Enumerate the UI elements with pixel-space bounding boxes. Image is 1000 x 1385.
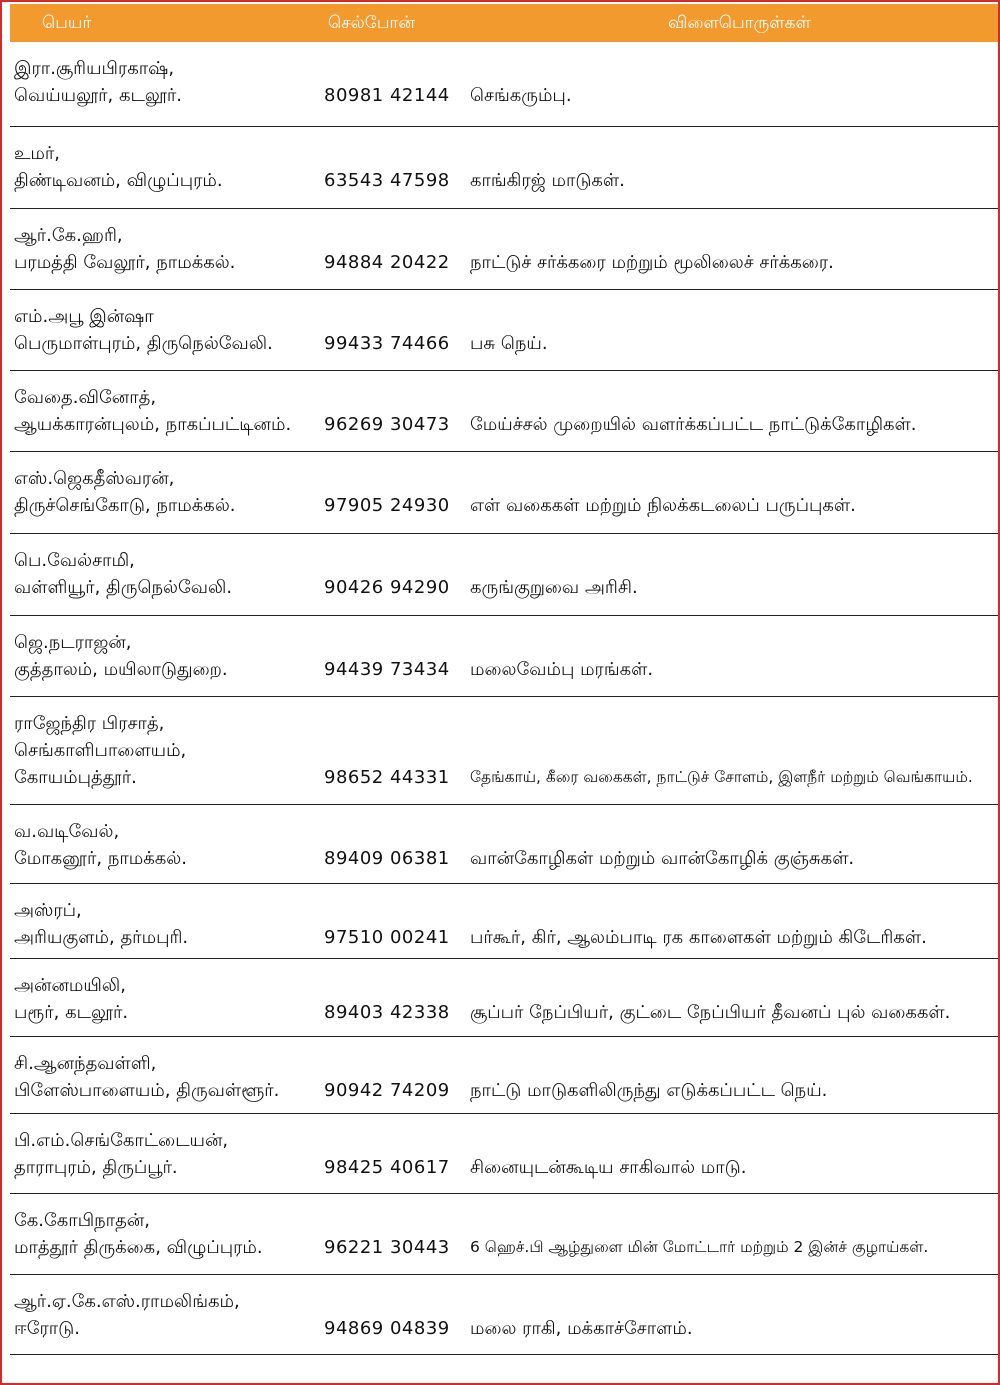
name-line: ஆர்.கே.ஹரி, (14, 225, 123, 246)
table-row (10, 959, 998, 1037)
name-line: ஈரோடு. (14, 1318, 80, 1339)
name-line: உமர், (14, 143, 60, 164)
phone-cell: 90942 74209 (324, 1080, 450, 1101)
farmer-name-cell (14, 55, 314, 109)
name-line: எஸ்.ஜெகதீஸ்வரன், (14, 468, 175, 489)
product-cell: மேய்ச்சல் முறையில் வளர்க்கப்பட்ட நாட்டுக்கோழிகள். (470, 414, 917, 435)
table-row (10, 209, 998, 290)
farmer-name-cell (14, 972, 314, 1026)
farmer-name-cell (14, 547, 314, 601)
phone-cell: 94869 04839 (324, 1318, 450, 1339)
phone-cell: 89403 42338 (324, 1002, 450, 1023)
name-line: பி.எம்.செங்கோட்டையன், (14, 1130, 229, 1151)
farmer-name-cell (14, 1288, 314, 1342)
name-line: பெ.வேல்சாமி, (14, 550, 135, 571)
phone-cell: 94439 73434 (324, 659, 450, 680)
table-row (10, 452, 998, 534)
name-line: பரமத்தி வேலூர், நாமக்கல். (14, 252, 236, 273)
name-line: வ.வடிவேல், (14, 821, 120, 842)
name-line: ஆர்.ஏ.கே.எஸ்.ராமலிங்கம், (14, 1291, 240, 1312)
product-cell: கருங்குறுவை அரிசி. (470, 577, 638, 598)
phone-cell: 97905 24930 (324, 495, 450, 516)
farmer-name-cell (14, 222, 314, 276)
product-cell: நாட்டுச் சர்க்கரை மற்றும் மூலிலைச் சர்க்கரை. (470, 252, 834, 273)
product-cell: வான்கோழிகள் மற்றும் வான்கோழிக் குஞ்சுகள். (470, 848, 855, 869)
header-product: விளைபொருள்கள் (668, 13, 811, 33)
product-cell: பர்கூர், கிர், ஆலம்பாடி ரக காளைகள் மற்றும் கிடேரிகள். (470, 927, 927, 948)
phone-cell: 97510 00241 (324, 927, 450, 948)
name-line: ஆயக்காரன்புலம், நாகப்பட்டினம். (14, 414, 292, 435)
product-cell: செங்கரும்பு. (470, 85, 572, 106)
name-line: வெய்யலூர், கடலூர். (14, 85, 182, 106)
phone-cell: 99433 74466 (324, 333, 450, 354)
name-line: பரூர், கடலூர். (14, 1002, 129, 1023)
farmer-name-cell (14, 1207, 314, 1261)
table-row (10, 1275, 998, 1355)
product-cell: மலைவேம்பு மரங்கள். (470, 659, 654, 680)
name-line: திருச்செங்கோடு, நாமக்கல். (14, 495, 236, 516)
farmer-name-cell (14, 629, 314, 683)
name-line: வள்ளியூர், திருநெல்வேலி. (14, 577, 233, 598)
name-line: குத்தாலம், மயிலாடுதுறை. (14, 659, 228, 680)
phone-cell: 89409 06381 (324, 848, 450, 869)
name-line: ராஜேந்திர பிரசாத், (14, 713, 165, 734)
name-line: சி.ஆனந்தவள்ளி, (14, 1053, 157, 1074)
product-cell: பசு நெய். (470, 333, 548, 354)
product-cell: தேங்காய், கீரை வகைகள், நாட்டுச் சோளம், இளநீர் மற்றும் வெங்காயம். (470, 768, 973, 786)
table-row (10, 884, 998, 959)
name-line: தாராபுரம், திருப்பூர். (14, 1157, 178, 1178)
farmer-name-cell (14, 140, 314, 194)
product-cell: மலை ராகி, மக்காச்சோளம். (470, 1318, 693, 1339)
name-line: கே.கோபிநாதன், (14, 1210, 150, 1231)
phone-cell: 94884 20422 (324, 252, 450, 273)
table-row (10, 371, 998, 452)
table-row (10, 1114, 998, 1194)
phone-cell: 90426 94290 (324, 577, 450, 598)
header-name: பெயர் (42, 13, 92, 33)
name-line: எம்.அபூ இன்ஷா (14, 306, 154, 327)
farmer-name-cell (14, 1050, 314, 1104)
name-line: அரியகுளம், தர்மபுரி. (14, 927, 189, 948)
name-line: அஸ்ரப், (14, 900, 82, 921)
name-line: மோகனூர், நாமக்கல். (14, 848, 187, 869)
farmer-name-cell (14, 465, 314, 519)
phone-cell: 63543 47598 (324, 170, 450, 191)
table-row (10, 1194, 998, 1275)
product-cell: சினையுடன்கூடிய சாகிவால் மாடு. (470, 1157, 747, 1178)
name-line: வேதை.வினோத், (14, 387, 157, 408)
product-cell: சூப்பர் நேப்பியர், குட்டை நேப்பியர் தீவனப் புல் வகைகள். (470, 1002, 951, 1023)
farmer-name-cell (14, 1127, 314, 1181)
phone-cell: 98652 44331 (324, 767, 450, 788)
name-line: அன்னமயிலி, (14, 975, 126, 996)
phone-cell: 80981 42144 (324, 85, 450, 106)
product-cell: 6 ஹெச்.பி ஆழ்துளை மின் மோட்டார் மற்றும் 2 இன்ச் குழாய்கள். (470, 1238, 929, 1256)
farmer-name-cell (14, 897, 314, 951)
table-row (10, 1037, 998, 1114)
farmer-name-cell (14, 710, 314, 791)
table-row (10, 534, 998, 616)
table-row (10, 616, 998, 697)
phone-cell: 96269 30473 (324, 414, 450, 435)
product-cell: நாட்டு மாடுகளிலிருந்து எடுக்கப்பட்ட நெய். (470, 1080, 828, 1101)
header-phone: செல்போன் (328, 13, 415, 33)
table-header (10, 4, 998, 42)
farmer-name-cell (14, 384, 314, 438)
name-line: மாத்தூர் திருக்கை, விழுப்புரம். (14, 1237, 263, 1258)
name-line: திண்டிவனம், விழுப்புரம். (14, 170, 223, 191)
product-cell: காங்கிரஜ் மாடுகள். (470, 170, 625, 191)
phone-cell: 96221 30443 (324, 1237, 450, 1258)
name-line: பெருமாள்புரம், திருநெல்வேலி. (14, 333, 273, 354)
product-cell: எள் வகைகள் மற்றும் நிலக்கடலைப் பருப்புகள். (470, 495, 856, 516)
phone-cell: 98425 40617 (324, 1157, 450, 1178)
farmer-name-cell (14, 303, 314, 357)
name-line: செங்காளிபாளையம், (14, 740, 187, 761)
name-line: ஜெ.நடராஜன், (14, 632, 132, 653)
table-row (10, 697, 998, 805)
table-body (10, 42, 998, 1355)
name-line: இரா.சூரியபிரகாஷ், (14, 58, 175, 79)
table-row (10, 805, 998, 884)
table-row (10, 290, 998, 371)
table-row (10, 42, 998, 127)
farmer-name-cell (14, 818, 314, 872)
name-line: கோயம்புத்தூர். (14, 767, 137, 788)
name-line: பிளேஸ்பாளையம், திருவள்ளூர். (14, 1080, 280, 1101)
table-row (10, 127, 998, 209)
